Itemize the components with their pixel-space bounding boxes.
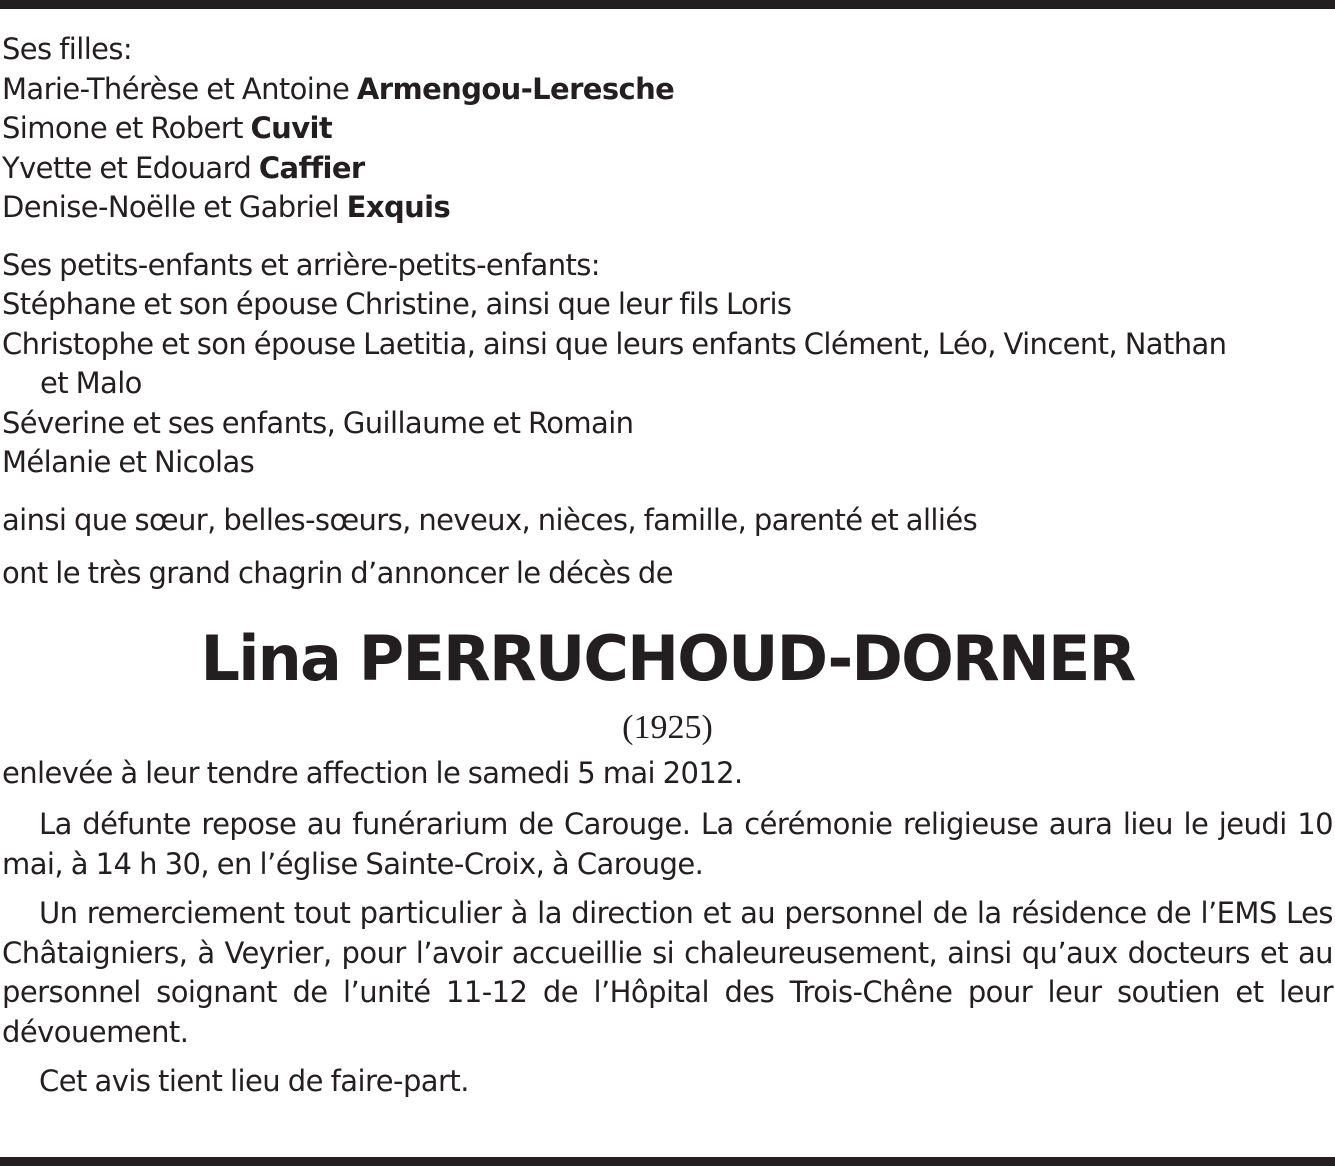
- passing-line: enlevée à leur tendre affection le samedi 5 mai 2012.: [2, 755, 743, 790]
- daughter-couple: [2, 70, 1333, 110]
- grandchildren-section: [2, 246, 1333, 483]
- bottom-rule: [0, 1157, 1335, 1166]
- couple-names: Denise-Noëlle et Gabriel: [2, 190, 347, 224]
- couple-names: Simone et Robert: [2, 111, 251, 145]
- grandchildren-heading: Ses petits-enfants et arrière-petits-enfants:: [2, 247, 600, 282]
- couple-surname: Cuvit: [250, 111, 333, 145]
- couple-surname: Exquis: [346, 190, 451, 224]
- closing-paragraph: Cet avis tient lieu de faire-part.: [39, 1064, 469, 1098]
- deceased-name: Lina PERRUCHOUD-DORNER: [200, 621, 1135, 695]
- grandchild-line: Stéphane et son épouse Christine, ainsi que leur fils Loris: [2, 287, 792, 321]
- obituary-notice: [2, 30, 1333, 1102]
- thanks-paragraph: Un remerciement tout particulier à la direction et au personnel de la résidence de l’EMS Les Châtaigniers, à Veyrier, pour l’avoir accueillie si chaleureusement, ainsi qu’aux docteurs et au personnel soignant de l’unité 11-12 de l’Hôpital des Trois-Chêne pour leur soutien et leur dévouement.: [2, 896, 1333, 1049]
- couple-names: Yvette et Edouard: [2, 150, 259, 185]
- grandchild-line-continuation: et Malo: [40, 366, 142, 400]
- top-rule: [0, 0, 1335, 9]
- couple-surname: Armengou-Leresche: [356, 71, 675, 106]
- daughters-section: [2, 30, 1333, 228]
- grandchild-line: Séverine et ses enfants, Guillaume et Romain: [2, 405, 634, 440]
- relatives-line: ainsi que sœur, belles-sœurs, neveux, nièces, famille, parenté et alliés: [2, 502, 978, 537]
- grandchild-line: Mélanie et Nicolas: [2, 445, 255, 479]
- details-section: [2, 805, 1333, 1102]
- daughter-couple: [2, 149, 1333, 189]
- daughter-couple: [2, 109, 1333, 149]
- couple-names: Marie-Thérèse et Antoine: [2, 71, 357, 106]
- couple-surname: Caffier: [258, 150, 365, 185]
- ceremony-paragraph: La défunte repose au funérarium de Carouge. La cérémonie religieuse aura lieu le jeudi 10 mai, à 14 h 30, en l’église Sainte-Croix, à Carouge.: [2, 807, 1333, 881]
- daughters-heading: Ses filles:: [2, 32, 133, 66]
- announcement-line: ont le très grand chagrin d’annoncer le décès de: [2, 556, 673, 590]
- deceased-years: (1925): [622, 708, 713, 746]
- daughter-couple: [2, 188, 1333, 228]
- grandchild-line: Christophe et son épouse Laetitia, ainsi que leurs enfants Clément, Léo, Vincent, Nathan: [2, 326, 1227, 361]
